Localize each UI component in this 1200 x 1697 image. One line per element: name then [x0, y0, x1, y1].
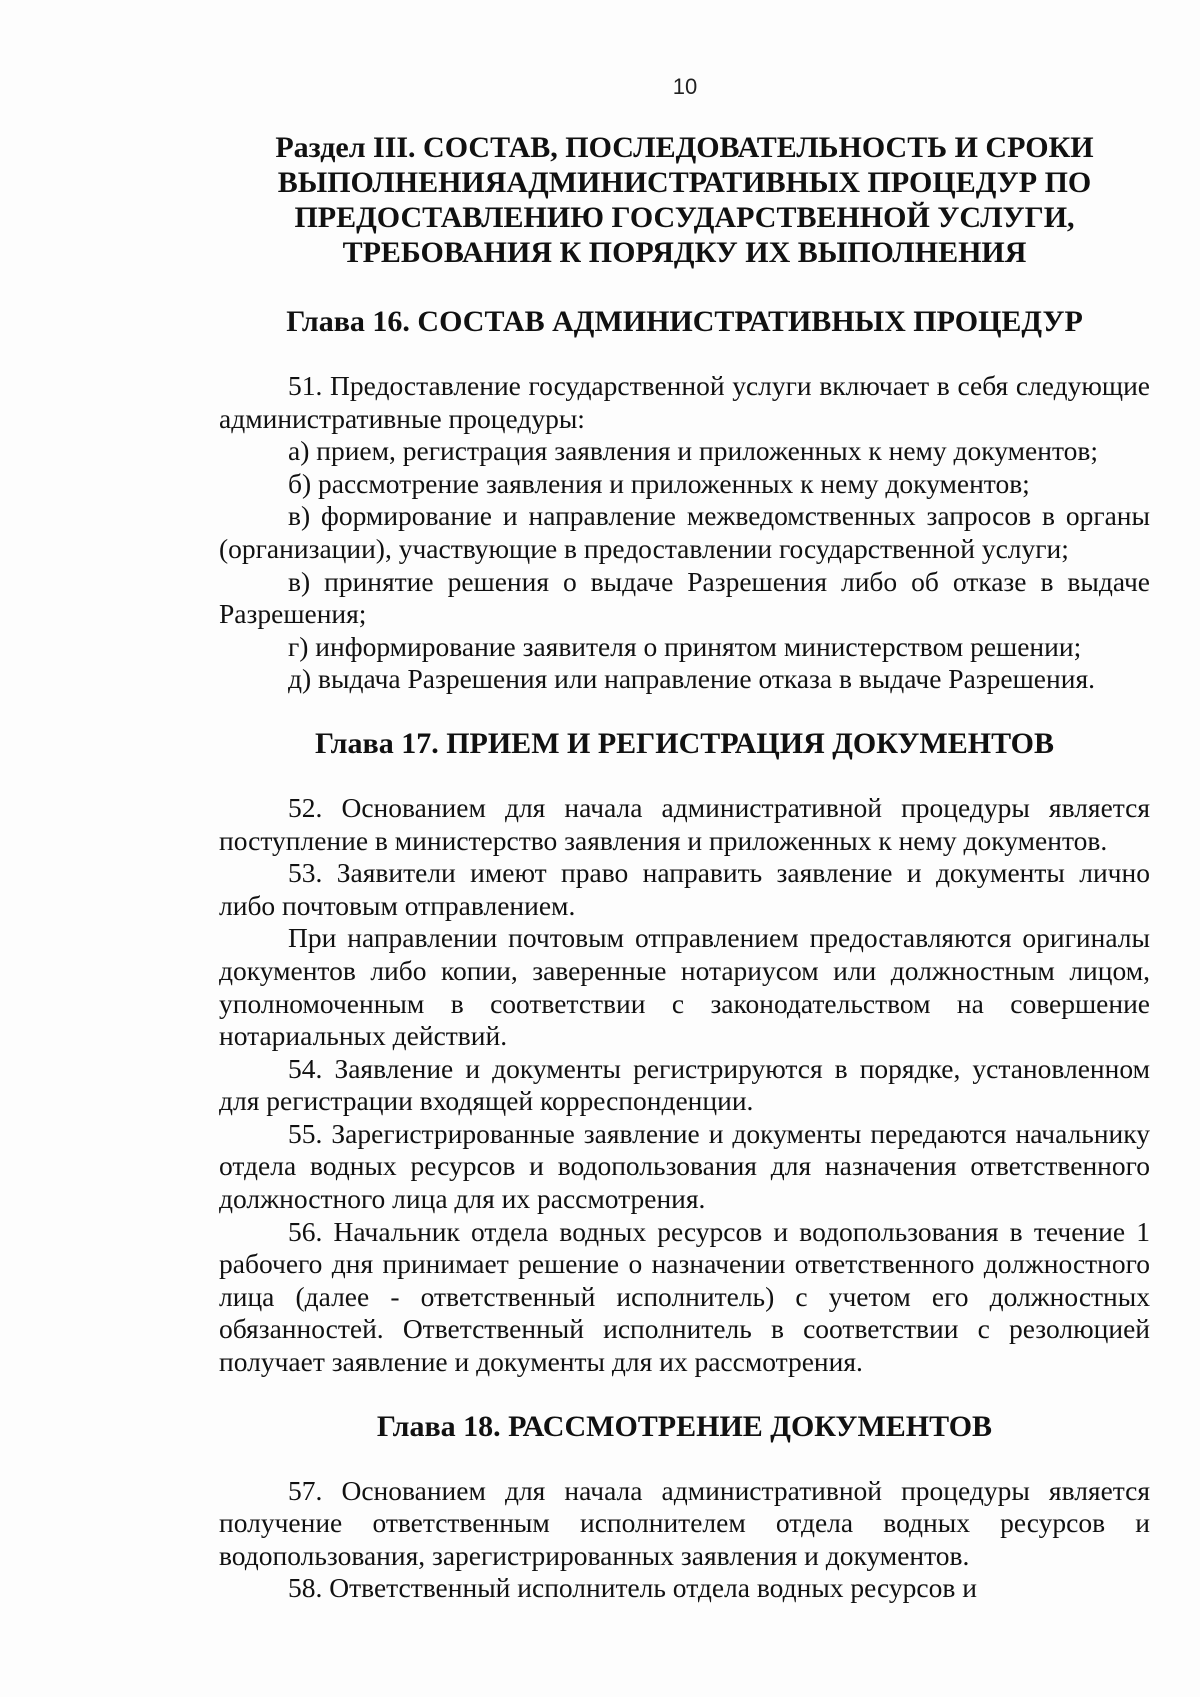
chapter-16-title: Глава 16. СОСТАВ АДМИНИСТРАТИВНЫХ ПРОЦЕДУР — [286, 305, 1083, 338]
section-title-line: ТРЕБОВАНИЯ К ПОРЯДКУ ИХ ВЫПОЛНЕНИЯ — [342, 236, 1027, 269]
paragraph: г) информирование заявителя о принятом министерством решении; — [288, 630, 1082, 662]
paragraph: При направлении почтовым отправлением предоставляются оригиналы документов либо копии, заверенные нотариусом или должностным лицом, уполномоченным в соответствии с законодательством на совершение нотариальных действий. — [219, 922, 1150, 1052]
paragraph: 55. Зарегистрированные заявление и документы передаются начальнику отдела водных ресурсов и водопользования для назначения ответственного должностного лица для их рассмотрения. — [219, 1117, 1150, 1215]
paragraph: 51. Предоставление государственной услуги включает в себя следующие административные процедуры: — [219, 370, 1150, 434]
paragraph: 57. Основанием для начала административной процедуры является получение ответственным исполнителем отдела водных ресурсов и водопользования, зарегистрированных заявления и документов. — [219, 1474, 1150, 1571]
section-title — [219, 130, 1150, 270]
paragraph: в) формирование и направление межведомственных запросов в органы (организации), участвующие в предоставлении государственной услуги; — [219, 500, 1150, 564]
paragraph: 52. Основанием для начала административной процедуры является поступление в министерство заявления и приложенных к нему документов. — [219, 791, 1150, 856]
paragraph: 58. Ответственный исполнитель отдела водных ресурсов и — [288, 1572, 977, 1604]
paragraph: д) выдача Разрешения или направление отказа в выдаче Разрешения. — [288, 663, 1095, 695]
chapter-17-title: Глава 17. ПРИЕМ И РЕГИСТРАЦИЯ ДОКУМЕНТОВ — [314, 726, 1055, 760]
section-title-line: ВЫПОЛНЕНИЯАДМИНИСТРАТИВНЫХ ПРОЦЕДУР ПО — [277, 166, 1092, 199]
paragraph: 56. Начальник отдела водных ресурсов и водопользования в течение 1 рабочего дня принимает решение о назначении ответственного должностного лица (далее - ответственный исполнитель) с учетом его должностных обязанностей. Ответственный исполнитель в соответствии с резолюцией получает заявление и документы для их рассмотрения. — [219, 1215, 1150, 1378]
section-title-line: Раздел III. СОСТАВ, ПОСЛЕДОВАТЕЛЬНОСТЬ И СРОКИ — [275, 131, 1094, 164]
section-title-line: ПРЕДОСТАВЛЕНИЮ ГОСУДАРСТВЕННОЙ УСЛУГИ, — [294, 201, 1075, 234]
paragraph: 54. Заявление и документы регистрируются в порядке, установленном для регистрации входящей корреспонденции. — [219, 1052, 1150, 1117]
paragraph: 53. Заявители имеют право направить заявление и документы лично либо почтовым отправлением. — [219, 857, 1150, 921]
page-number: 10 — [672, 74, 698, 99]
paragraph: б) рассмотрение заявления и приложенных к нему документов; — [288, 467, 1030, 499]
paragraph: а) прием, регистрация заявления и приложенных к нему документов; — [288, 435, 1099, 467]
document-body — [219, 130, 1150, 1605]
chapter-18-title: Глава 18. РАССМОТРЕНИЕ ДОКУМЕНТОВ — [376, 1409, 993, 1443]
paragraph: в) принятие решения о выдаче Разрешения либо об отказе в выдаче Разрешения; — [219, 565, 1150, 630]
